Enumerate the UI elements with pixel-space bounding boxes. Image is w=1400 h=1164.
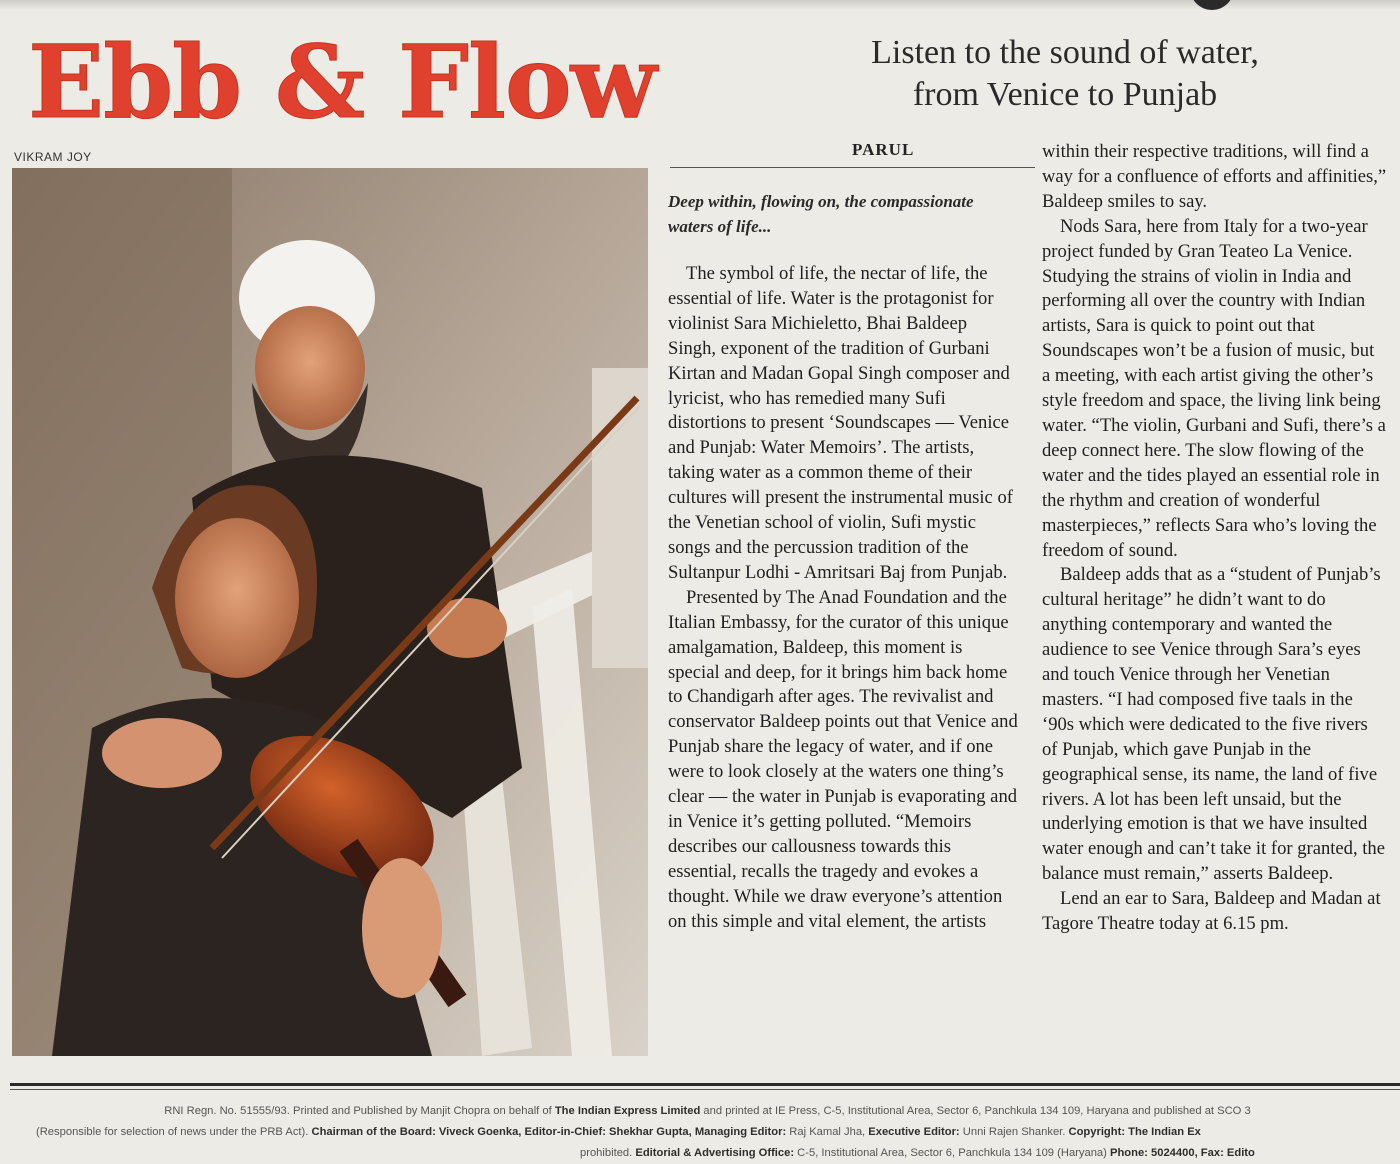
imprint-line-2: (Responsible for selection of news under the PRB Act). Chairman of the Board: Viveck Goenka, Editor-in-Chief: Shekhar Gupta, Managing Editor: Raj Kamal Jha, Executive Editor: Unni Rajen Shanker. Copyright: The Indian Ex: [36, 1126, 1201, 1138]
paragraph: Lend an ear to Sara, Baldeep and Madan at Tagore Theatre today at 6.15 pm.: [1042, 888, 1381, 935]
article-column-right: [1042, 140, 1387, 937]
deck: [830, 32, 1300, 116]
byline: PARUL: [852, 140, 915, 159]
article-photo: [12, 168, 648, 1056]
imprint: [20, 1101, 1395, 1164]
article-column-middle: [668, 262, 1018, 934]
standfirst: Deep within, flowing on, the compassionate waters of life...: [668, 192, 974, 236]
deck-line-2: from Venice to Punjab: [912, 76, 1218, 113]
byline-rule: [670, 167, 1035, 168]
imprint-line-1: RNI Regn. No. 51555/93. Printed and Published by Manjit Chopra on behalf of The Indian Express Limited and printed at IE Press, C-5, Institutional Area, Sector 6, Panchkula 134 109, Haryana and published at SCO 3: [164, 1105, 1251, 1117]
paragraph: within their respective traditions, will find a way for a confluence of efforts and affinities,” Baldeep smiles to say.: [1042, 141, 1387, 212]
deck-line-1: Listen to the sound of water,: [871, 34, 1259, 71]
paragraph: Nods Sara, here from Italy for a two-year project funded by Gran Teateo La Venice. Studying the strains of violin in India and performing all over the country with Indian artists, Sara is quick to point out that Soundscapes won’t be a fusion of music, but a meeting, with each artist giving the other’s style freedom and space, the living link being water. “The violin, Gurbani and Sufi, there’s a deep connect here. The slow flowing of the water and the tides played an essential role in the rhythm and creation of wonderful masterpieces,” reflects Sara who’s loving the freedom of sound.: [1042, 215, 1386, 561]
page-edge: [0, 0, 1400, 10]
footer-rule: [10, 1083, 1400, 1086]
photo-credit: VIKRAM JOY: [14, 150, 92, 164]
imprint-line-3: prohibited. Editorial & Advertising Office: C-5, Institutional Area, Sector 6, Panchkula 134 109 (Haryana) Phone: 5024400, Fax: Edito: [580, 1147, 1255, 1159]
headline: Ebb & Flow: [28, 23, 656, 141]
paragraph: Presented by The Anad Foundation and the Italian Embassy, for the curator of this unique amalgamation, Baldeep, this moment is special and deep, for it brings him back home to Chandigarh after ages. The revivalist and conservator Baldeep points out that Venice and Punjab share the legacy of water, and if one were to look closely at the waters one thing’s clear — the water in Punjab is evaporating and in Venice it’s getting polluted. “Memoirs describes our callousness towards this essential, recalls the tragedy and evokes a thought. While we draw everyone’s attention on this simple and vital element, the artists: [668, 586, 1018, 932]
paragraph: The symbol of life, the nectar of life, the essential of life. Water is the protagonist for violinist Sara Michieletto, Bhai Baldeep Singh, exponent of the tradition of Gurbani Kirtan and Madan Gopal Singh composer and lyricist, who has remedied many Sufi distortions to present ‘Soundscapes — Venice and Punjab: Water Memoirs’. The artists, taking water as a common theme of their cultures will present the instrumental music of the Venetian school of violin, Sufi mystic songs and the percussion tradition of the Sultanpur Lodhi - Amritsari Baj from Punjab.: [668, 263, 1013, 583]
footer-rule-thin: [10, 1089, 1400, 1090]
paragraph: Baldeep adds that as a “student of Punjab’s cultural heritage” he didn’t want to do anything contemporary and wanted the audience to see Venice through Sara’s eyes and touch Venice through her Venetian masters. “I had composed five taals in the ‘90s which were dedicated to the five rivers of Punjab, which gave Punjab in the geographical sense, its name, the land of five rivers. A lot has been left unsaid, but the underlying emotion is that we have insulted water enough and can’t take it for granted, the balance must remain,” asserts Baldeep.: [1042, 564, 1385, 885]
